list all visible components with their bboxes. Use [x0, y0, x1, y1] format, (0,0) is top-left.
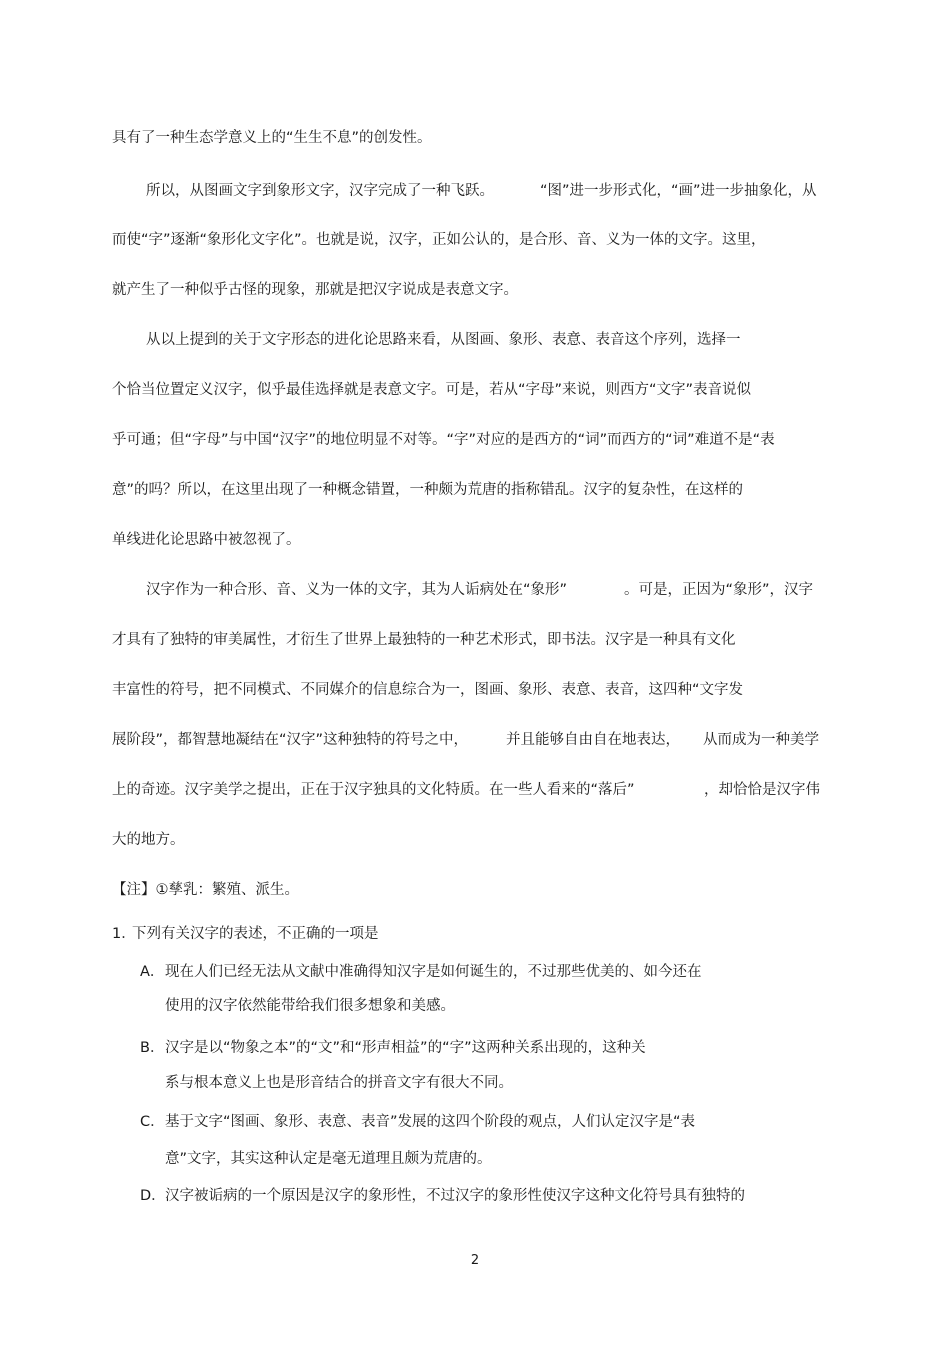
paragraph-line: 乎可通；但“字母”与中国“汉字”的地位明显不对等。“字”对应的是西方的“词”而西方的“词”难道不是“表 [112, 432, 775, 448]
option-text: 汉字是以“物象之本”的“文”和“形声相益”的“字”这两种关系出现的，这种关 [165, 1040, 646, 1056]
paragraph-line: 具有了一种生态学意义上的“生生不息”的创发性。 [112, 130, 432, 146]
paragraph-line: 所以，从图画文字到象形文字，汉字完成了一种飞跃。 [146, 183, 494, 199]
paragraph-line: 从而成为一种美学 [703, 732, 819, 748]
paragraph-line: 而使“字”逐渐“象形化文字化”。也就是说，汉字，正如公认的，是合形、音、义为一体的文字。这里， [112, 232, 766, 248]
paragraph-line: 个恰当位置定义汉字，似乎最佳选择就是表意文字。可是，若从“字母”来说，则西方“文字”表音说似 [112, 382, 752, 398]
paragraph-line: 才具有了独特的审美属性，才衍生了世界上最独特的一种艺术形式，即书法。汉字是一种具有文化 [112, 632, 736, 648]
option-text: 汉字被诟病的一个原因是汉字的象形性，不过汉字的象形性使汉字这种文化符号具有独特的 [165, 1188, 745, 1204]
paragraph-line: 意”的吗？所以，在这里出现了一种概念错置，一种颇为荒唐的指称错乱。汉字的复杂性，在这样的 [112, 482, 744, 498]
option-text: 基于文字“图画、象形、表意、表音”发展的这四个阶段的观点，人们认定汉字是“表 [165, 1114, 696, 1130]
option-text: 意”文字，其实这种认定是毫无道理且颇为荒唐的。 [165, 1151, 492, 1167]
option-text: 系与根本意义上也是形音结合的拼音文字有很大不同。 [165, 1075, 513, 1091]
question-stem: 下列有关汉字的表述，不正确的一项是 [132, 926, 379, 942]
paragraph-line: 从以上提到的关于文字形态的进化论思路来看，从图画、象形、表意、表音这个序列，选择一 [146, 332, 741, 348]
paragraph-line: ，却恰恰是汉字伟 [704, 782, 820, 798]
paragraph-line: 并且能够自由自在地表达， [506, 732, 680, 748]
paragraph-line: 单线进化论思路中被忽视了。 [112, 532, 301, 548]
option-letter: D． [140, 1188, 166, 1204]
paragraph-line: 上的奇迹。汉字美学之提出，正在于汉字独具的文化特质。在一些人看来的“落后” [112, 782, 635, 798]
paragraph-line: 。可是，正因为“象形”，汉字 [624, 582, 814, 598]
option-text: 使用的汉字依然能带给我们很多想象和美感。 [165, 998, 455, 1014]
footnote: 【注】①孳乳：繁殖、派生。 [112, 882, 299, 898]
option-letter: A． [140, 964, 165, 980]
option-letter: C． [140, 1114, 165, 1130]
paragraph-line: 就产生了一种似乎古怪的现象，那就是把汉字说成是表意文字。 [112, 282, 518, 298]
page-number: 2 [470, 1253, 480, 1268]
option-letter: B． [140, 1040, 165, 1056]
paragraph-line: 丰富性的符号，把不同模式、不同媒介的信息综合为一，图画、象形、表意、表音，这四种“文字发 [112, 682, 744, 698]
question-number: 1． [112, 926, 136, 942]
paragraph-line: 大的地方。 [112, 832, 185, 848]
option-text: 现在人们已经无法从文献中准确得知汉字是如何诞生的，不过那些优美的、如今还在 [165, 964, 702, 980]
paragraph-line: “图”进一步形式化，“画”进一步抽象化，从 [540, 183, 817, 199]
paragraph-line: 汉字作为一种合形、音、义为一体的文字，其为人诟病处在“象形” [146, 582, 568, 598]
paragraph-line: 展阶段”，都智慧地凝结在“汉字”这种独特的符号之中， [112, 732, 469, 748]
